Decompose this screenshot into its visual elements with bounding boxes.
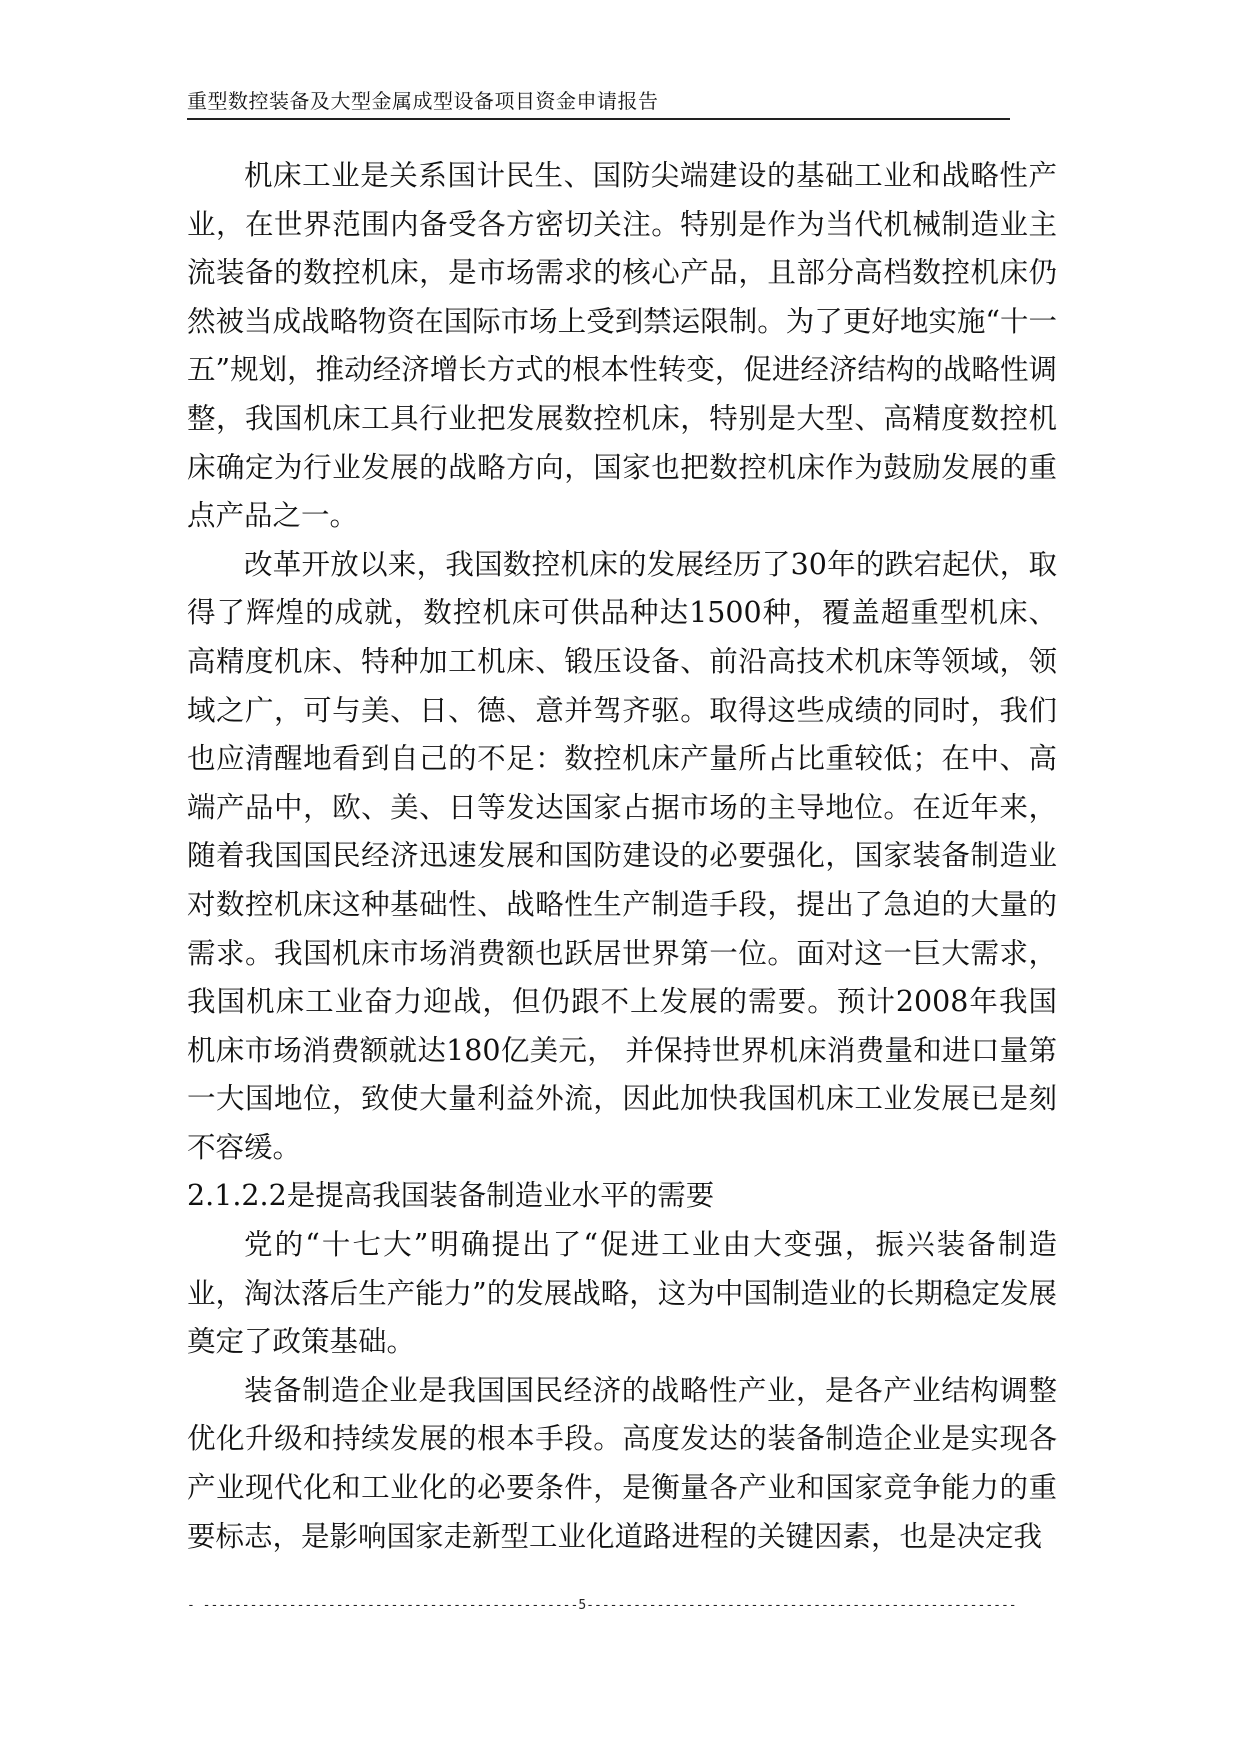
section-heading: 2.1.2.2是提高我国装备制造业水平的需要 <box>187 1179 715 1213</box>
page-header <box>187 84 1010 120</box>
document-body <box>187 152 1057 1561</box>
paragraph-machine-tool-industry: 机床工业是关系国计民生、国防尖端建设的基础工业和战略性产业，在世界范围内备受各方密切关注。特别是作为当代机械制造业主流装备的数控机床，是市场需求的核心产品，且部分高档数控机床仍然被当成战略物资在国际市场上受到禁运限制。为了更好地实施“十一五”规划，推动经济增长方式的根本性转变，促进经济结构的战略性调整，我国机床工具行业把发展数控机床，特别是大型、高精度数控机床确定为行业发展的战略方向，国家也把数控机床作为鼓励发展的重点产品之一。 <box>187 159 1057 533</box>
paragraph-equipment-manufacturing: 装备制造企业是我国国民经济的战略性产业，是各产业结构调整优化升级和持续发展的根本手段。高度发达的装备制造企业是实现各产业现代化和工业化的必要条件，是衡量各产业和国家竞争能力的重要标志，是影响国家走新型工业化道路进程的关键因素，也是决定我 <box>187 1373 1057 1553</box>
paragraph-reform-development: 改革开放以来，我国数控机床的发展经历了30年的跌宕起伏，取得了辉煌的成就，数控机床可供品种达1500种，覆盖超重型机床、高精度机床、特种加工机床、锻压设备、前沿高技术机床等领域，领域之广，可与美、日、德、意并驾齐驱。取得这些成绩的同时，我们也应清醒地看到自己的不足：数控机床产量所占比重较低；在中、高端产品中，欧、美、日等发达国家占据市场的主导地位。在近年来，随着我国国民经济迅速发展和国防建设的必要强化，国家装备制造业对数控机床这种基础性、战略性生产制造手段，提出了急迫的大量的需求。我国机床市场消费额也跃居世界第一位。面对这一巨大需求，我国机床工业奋力迎战，但仍跟不上发展的需要。预计2008年我国机床市场消费额就达180亿美元， 并保持世界机床消费量和进口量第一大国地位，致使大量利益外流，因此加快我国机床工业发展已是刻不容缓。 <box>187 547 1057 1164</box>
paragraph-seventeenth-congress: 党的“十七大”明确提出了“促进工业由大变强，振兴装备制造业，淘汰落后生产能力”的发展战略，这为中国制造业的长期稳定发展奠定了政策基础。 <box>187 1228 1057 1359</box>
page-number-footer: - ------------------------------------------------5------------------------------------------------------- <box>187 1598 1017 1613</box>
header-title: 重型数控装备及大型金属成型设备项目资金申请报告 <box>187 89 659 113</box>
